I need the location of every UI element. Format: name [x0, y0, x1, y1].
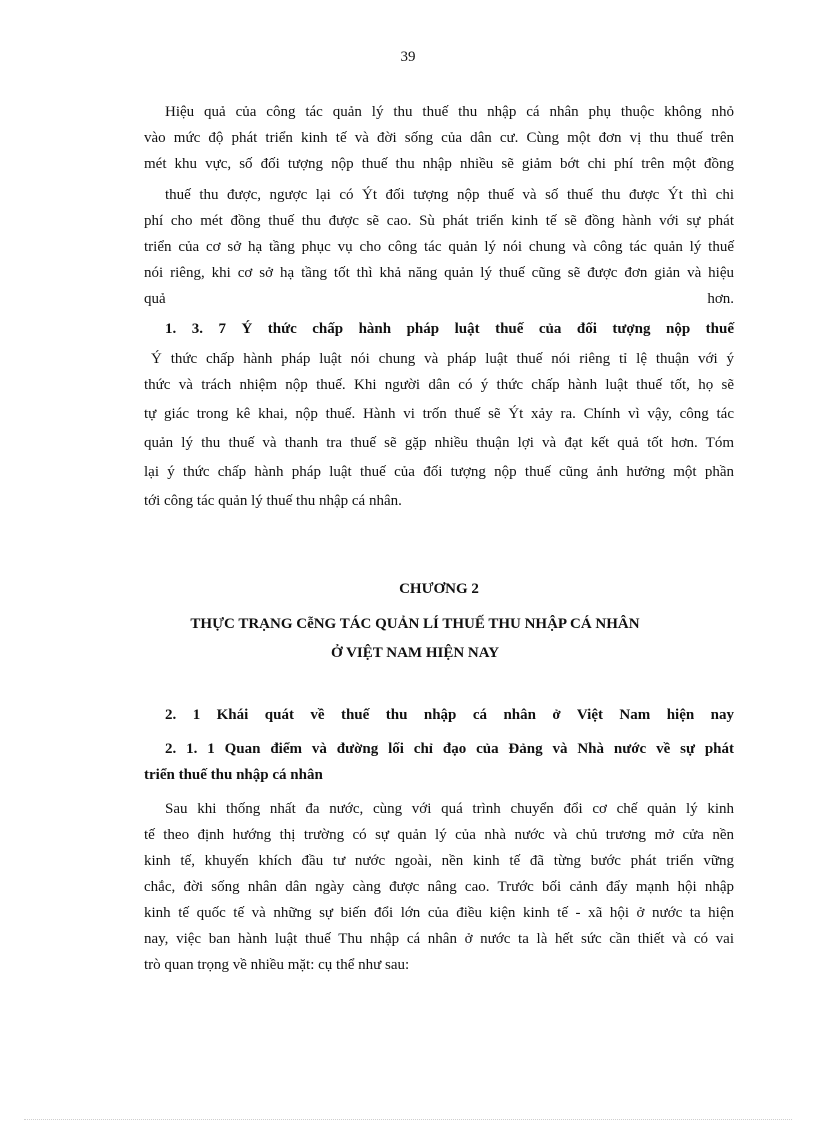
heading-text: 2. 1 Khái quát về thuế thu nhập cá nhân ở Việt Nam hiện nay: [165, 707, 734, 723]
section-heading-1-3-7: [144, 316, 734, 342]
text-fragment: quả: [144, 291, 166, 307]
text-line: nay, việc ban hành luật thuế Thu nhập cá nhân ở nước ta là hết sức cần thiết và có vai: [144, 931, 734, 947]
text-line: tế theo định hướng thị trường có sự quản lý của nhà nước và chủ trương mở cửa nền: [144, 827, 734, 843]
text-line: Sau khi thống nhất đa nước, cùng với quá trình chuyển đổi cơ chế quản lý kinh: [165, 801, 734, 817]
heading-text: triển thuế thu nhập cá nhân: [144, 767, 323, 783]
text-line: quản lý thu thuế và thanh tra thuế sẽ gặp nhiều thuận lợi và đạt kết quả tốt hơn. Tóm: [144, 435, 734, 451]
page-bottom-rule: [24, 1119, 792, 1120]
heading-text: 2. 1. 1 Quan điểm và đường lối chỉ đạo của Đảng và Nhà nước về sự phát: [165, 741, 734, 757]
chapter-title: [120, 611, 710, 666]
paragraph-economic-impact-continued: [144, 182, 734, 312]
text-line: triển của cơ sở hạ tầng phục vụ cho công tác quản lý nói chung và công tác quản lý thuế: [144, 239, 734, 255]
text-line: chắc, đời sống nhân dân ngày càng được nâng cao. Trước bối cảnh đẩy mạnh hội nhập: [144, 879, 734, 895]
text-line: [144, 286, 734, 312]
text-line: nói riêng, khi cơ sở hạ tầng tốt thì khả năng quản lý thuế cũng sẽ được đơn giản và hiệu: [144, 265, 734, 281]
paragraph-economic-impact: [144, 99, 734, 177]
chapter-label: CHƯƠNG 2: [399, 581, 479, 597]
text-line: lại ý thức chấp hành pháp luật thuế của đối tượng nộp thuế cũng ảnh hưởng một phần: [144, 464, 734, 480]
chapter-heading: [144, 576, 734, 602]
page-number: 39: [400, 49, 416, 65]
chapter-title-line: Ở VIỆT NAM HIỆN NAY: [330, 645, 500, 661]
text-line: tới công tác quản lý thuế thu nhập cá nhân.: [144, 493, 402, 509]
chapter-title-line: THỰC TRẠNG CễNG TÁC QUẢN LÍ THUẾ THU NHẬP CÁ NHÂN: [190, 616, 640, 632]
section-heading-2-1-1: [144, 736, 734, 788]
paragraph-party-policy: [144, 796, 734, 978]
text-line: kinh tế quốc tế và những sự biến đổi lớn của điều kiện kinh tế - xã hội ở nước ta hiện: [144, 905, 734, 921]
text-line: thức và trách nhiệm nộp thuế. Khi người dân có ý thức chấp hành luật thuế tốt, họ sẽ: [144, 377, 734, 393]
section-heading-2-1: [144, 702, 734, 728]
text-line: vào mức độ phát triển kinh tế và đời sống của dân cư. Cùng một đơn vị thu thuế trên: [144, 130, 734, 146]
text-line: tự giác trong kê khai, nộp thuế. Hành vi trốn thuế sẽ Ýt xảy ra. Chính vì vậy, công tác: [144, 406, 734, 422]
text-fragment: hơn.: [707, 291, 734, 307]
text-line: kinh tế, khuyến khích đầu tư nước ngoài, nền kinh tế đã từng bước phát triển vững: [144, 853, 734, 869]
text-line: mét khu vực, số đối tượng nộp thuế thu nhập nhiều sẽ giảm bớt chi phí trên một đồng: [144, 156, 734, 172]
text-line: phí cho mét đồng thuế thu được sẽ cao. Sù phát triển kinh tế sẽ đồng hành với sự phát: [144, 213, 734, 229]
heading-text: 1. 3. 7 Ý thức chấp hành pháp luật thuế của đối tượng nộp thuế: [165, 321, 734, 337]
text-line: thuế thu được, ngược lại có Ýt đối tượng nộp thuế và số thuế thu được Ýt thì chi: [165, 187, 734, 203]
paragraph-legal-compliance: [144, 346, 734, 514]
text-line: Hiệu quả của công tác quản lý thu thuế thu nhập cá nhân phụ thuộc không nhỏ: [165, 104, 734, 120]
text-line: trò quan trọng về nhiều mặt: cụ thể như sau:: [144, 957, 410, 973]
text-line: Ý thức chấp hành pháp luật nói chung và pháp luật thuế nói riêng tỉ lệ thuận với ý: [151, 351, 734, 367]
